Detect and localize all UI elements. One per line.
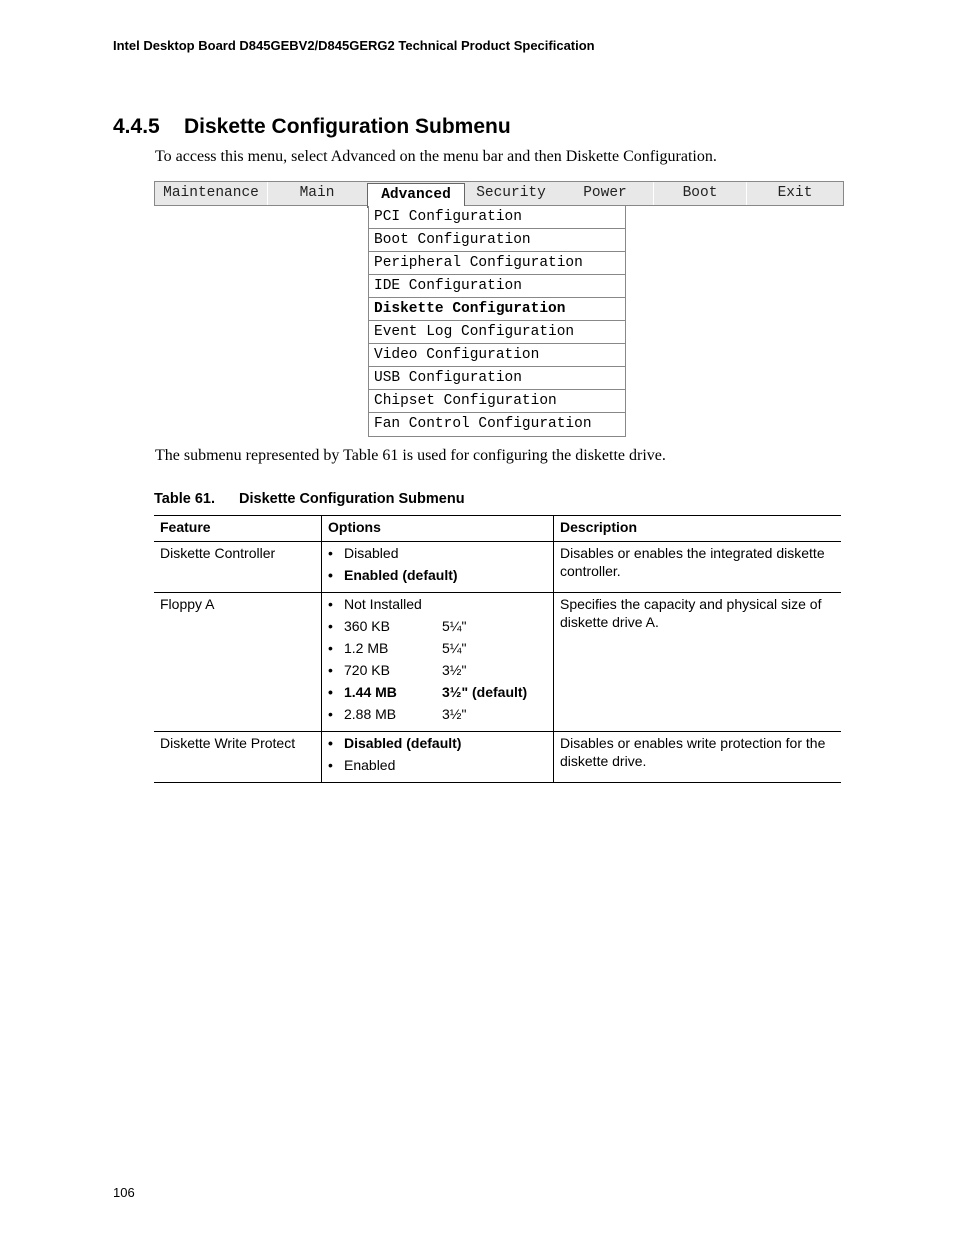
- table-header-row: [154, 516, 841, 542]
- description-cell: Specifies the capacity and physical size of diskette drive A.: [554, 593, 842, 732]
- option-item: [328, 566, 548, 588]
- menu-item-chipset-configuration[interactable]: Chipset Configuration: [369, 390, 625, 413]
- menu-item-fan-control-configuration[interactable]: Fan Control Configuration: [374, 416, 592, 432]
- menu-item-usb-configuration[interactable]: USB Configuration: [369, 367, 625, 390]
- option-size: 3½": [442, 706, 467, 722]
- menu-tab-boot[interactable]: Boot: [654, 182, 747, 205]
- option-size: 5¼": [442, 618, 467, 634]
- bullet-icon: •: [328, 596, 333, 612]
- bullet-icon: •: [328, 640, 333, 656]
- header-options: Options: [322, 516, 554, 542]
- description-cell: Disables or enables write protection for the diskette drive.: [554, 732, 842, 783]
- menu-item-diskette-configuration[interactable]: Diskette Configuration: [369, 298, 625, 321]
- option-label: Enabled (default): [344, 567, 458, 583]
- bullet-icon: •: [328, 735, 333, 751]
- options-cell: [322, 593, 554, 732]
- option-label: 360 KB: [344, 618, 390, 634]
- advanced-dropdown-menu: [368, 206, 626, 437]
- header-description: Description: [554, 516, 842, 542]
- intro-paragraph: To access this menu, select Advanced on the menu bar and then Diskette Configuration.: [155, 148, 717, 165]
- option-label: Disabled: [344, 545, 399, 561]
- table-number: Table 61.: [154, 491, 215, 507]
- menu-tab-advanced[interactable]: Advanced: [367, 183, 465, 208]
- menu-tab-main[interactable]: Main: [299, 185, 335, 201]
- option-label: 2.88 MB: [344, 706, 397, 722]
- menu-item-video-configuration[interactable]: Video Configuration: [369, 344, 625, 367]
- options-table: [154, 515, 841, 783]
- option-label: 720 KB: [344, 662, 390, 678]
- table-row: [154, 732, 841, 783]
- option-item: [328, 683, 548, 705]
- description-cell: Disables or enables the integrated diskette controller.: [554, 542, 842, 593]
- option-label: Enabled: [344, 757, 396, 773]
- section-title: Diskette Configuration Submenu: [184, 115, 511, 138]
- option-label: Not Installed: [344, 596, 422, 612]
- table-title: Diskette Configuration Submenu: [239, 491, 465, 507]
- option-label: 1.2 MB: [344, 640, 389, 656]
- menu-tab-maintenance[interactable]: Maintenance: [155, 182, 268, 205]
- table-caption: [154, 491, 465, 507]
- menu-tab-exit[interactable]: Exit: [777, 185, 813, 201]
- page-number: 106: [113, 1185, 135, 1200]
- bullet-icon: •: [328, 684, 333, 700]
- option-item: [328, 544, 548, 566]
- menu-item-boot-configuration[interactable]: Boot Configuration: [369, 229, 625, 252]
- menu-tab-power[interactable]: Power: [557, 182, 654, 205]
- option-size: 3½" (default): [442, 684, 528, 700]
- header-feature: Feature: [154, 516, 322, 542]
- table-row: [154, 542, 841, 593]
- option-item: [328, 756, 548, 778]
- option-item: [328, 734, 548, 756]
- section-number: 4.4.5: [113, 115, 160, 138]
- option-size: 3½": [442, 662, 467, 678]
- feature-cell: Diskette Controller: [154, 542, 322, 593]
- menu-item-peripheral-configuration[interactable]: Peripheral Configuration: [369, 252, 625, 275]
- menu-item-pci-configuration[interactable]: PCI Configuration: [369, 206, 625, 229]
- bullet-icon: •: [328, 545, 333, 561]
- option-item: [328, 705, 548, 727]
- section-heading: [113, 115, 511, 139]
- document-header: Intel Desktop Board D845GEBV2/D845GERG2 Technical Product Specification: [113, 38, 595, 53]
- option-label: 1.44 MB: [344, 684, 397, 700]
- option-size: 5¼": [442, 640, 467, 656]
- options-cell: [322, 732, 554, 783]
- options-cell: [322, 542, 554, 593]
- menu-item-event-log-configuration[interactable]: Event Log Configuration: [369, 321, 625, 344]
- option-item: [328, 661, 548, 683]
- option-label: Disabled (default): [344, 735, 462, 751]
- bullet-icon: •: [328, 706, 333, 722]
- option-item: [328, 595, 548, 617]
- feature-cell: Floppy A: [154, 593, 322, 732]
- option-item: [328, 617, 548, 639]
- bullet-icon: •: [328, 662, 333, 678]
- option-item: [328, 639, 548, 661]
- bullet-icon: •: [328, 567, 333, 583]
- table-row: [154, 593, 841, 732]
- submenu-description-paragraph: The submenu represented by Table 61 is used for configuring the diskette drive.: [155, 447, 666, 464]
- menu-tab-security[interactable]: Security: [476, 185, 546, 201]
- feature-cell: Diskette Write Protect: [154, 732, 322, 783]
- bullet-icon: •: [328, 757, 333, 773]
- menu-item-ide-configuration[interactable]: IDE Configuration: [369, 275, 625, 298]
- bullet-icon: •: [328, 618, 333, 634]
- bios-menu-bar: [154, 181, 844, 206]
